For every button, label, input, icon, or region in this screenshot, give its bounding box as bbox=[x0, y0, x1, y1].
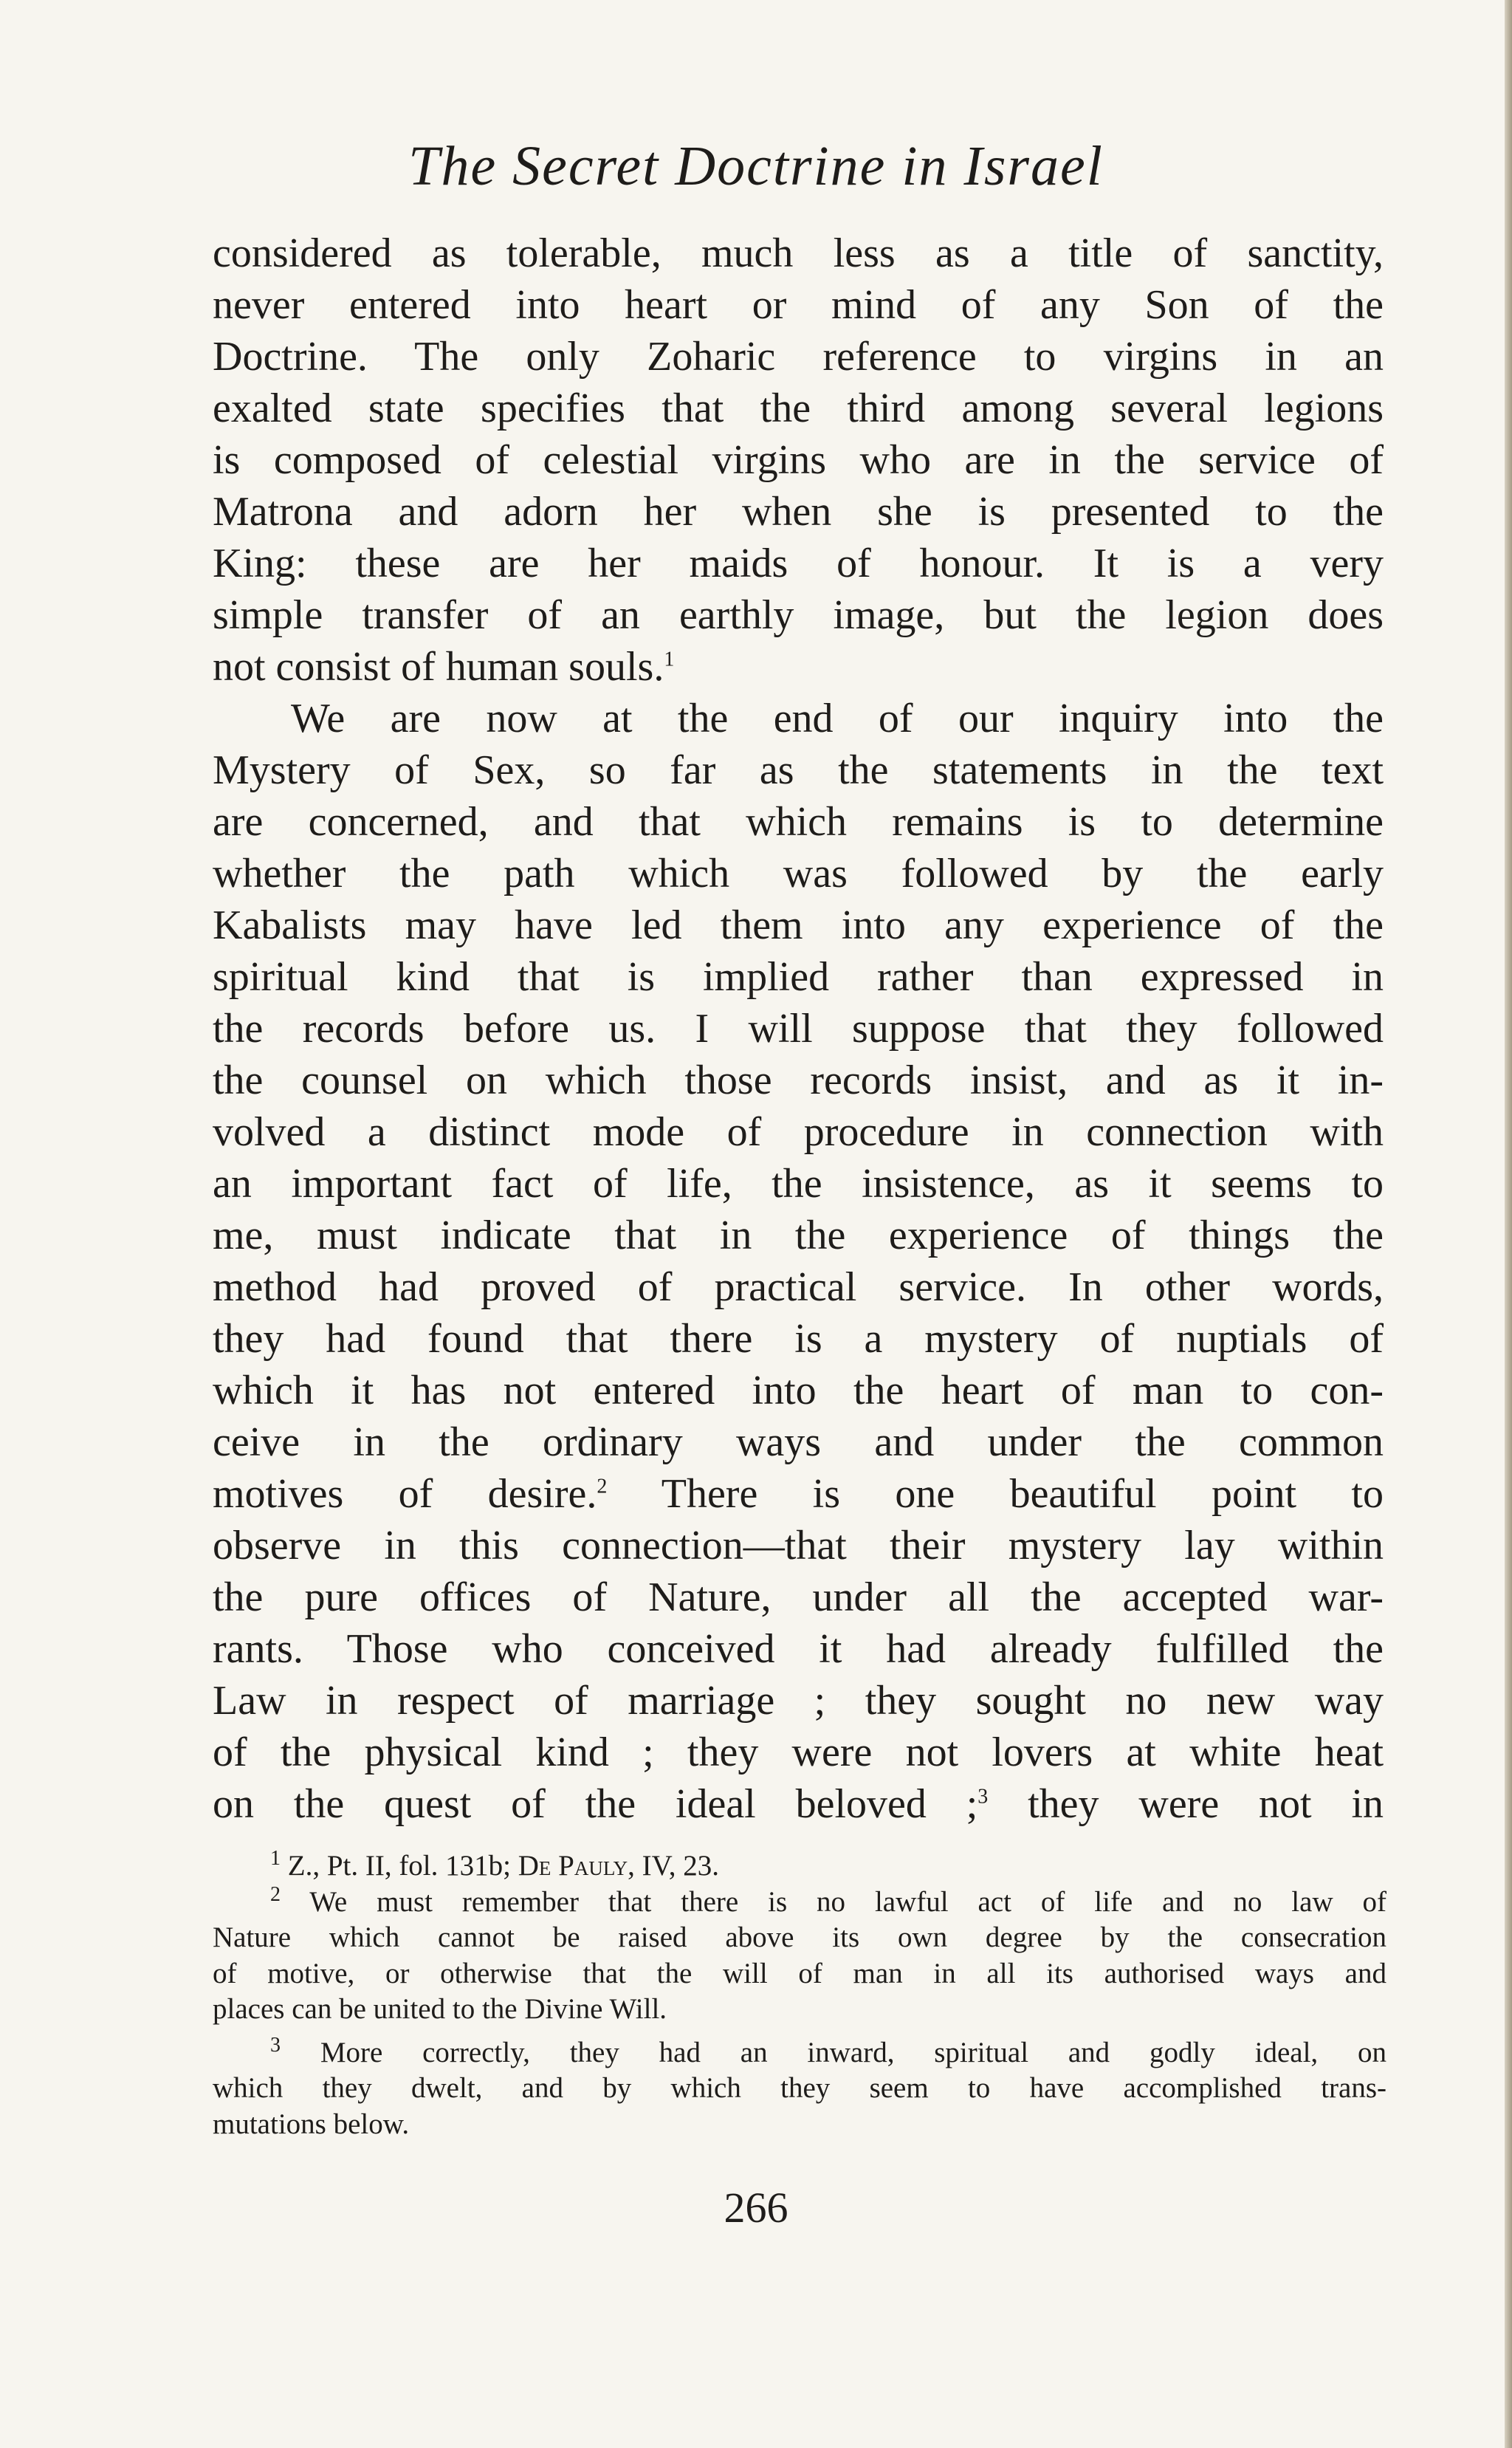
text-line: of the physical kind ; they were not lovers at white heat bbox=[213, 1729, 1384, 1775]
footnote-ref: 2 bbox=[597, 1475, 608, 1498]
footnotes bbox=[213, 1848, 1386, 2142]
text-line: ceive in the ordinary ways and under the common bbox=[213, 1419, 1384, 1465]
text-line bbox=[213, 1778, 1384, 1830]
text-line: method had proved of practical service. In other words, bbox=[213, 1264, 1384, 1310]
text-line: me, must indicate that in the experience of things the bbox=[213, 1213, 1384, 1258]
text-line-content: on the quest of the ideal beloved ; bbox=[213, 1781, 978, 1827]
text-line-content: they were not in bbox=[988, 1781, 1384, 1827]
text-line: exalted state specifies that the third among several legions bbox=[213, 385, 1384, 431]
text-line-content: There is one beautiful point to bbox=[607, 1471, 1384, 1517]
footnote-author: De Pauly bbox=[518, 1850, 628, 1882]
text-line-content: motives of desire. bbox=[213, 1471, 597, 1517]
footnote-2-line: of motive, or otherwise that the will of man in all its authorised ways and bbox=[213, 1957, 1386, 1989]
text-line: Kabalists may have led them into any experience of the bbox=[213, 902, 1384, 948]
text-line: the counsel on which those records insist, and as it in- bbox=[213, 1057, 1384, 1103]
footnote-marker: 3 bbox=[270, 2033, 281, 2057]
footnote-text: , IV, 23. bbox=[628, 1850, 719, 1882]
text-line: an important fact of life, the insistence, as it seems to bbox=[213, 1161, 1384, 1207]
text-line: the records before us. I will suppose that they followed bbox=[213, 1006, 1384, 1052]
footnote-ref: 1 bbox=[664, 648, 675, 671]
text-line: considered as tolerable, much less as a title of sanctity, bbox=[213, 230, 1384, 276]
footnote-2-line: places can be united to the Divine Will. bbox=[213, 1993, 667, 2025]
text-line: never entered into heart or mind of any Son of the bbox=[213, 282, 1384, 328]
text-line: King: these are her maids of honour. It is a very bbox=[213, 541, 1384, 586]
footnote-marker: 2 bbox=[270, 1882, 281, 1906]
text-line: observe in this connection—that their mystery lay within bbox=[213, 1523, 1384, 1568]
text-line-content: not consist of human souls. bbox=[213, 644, 664, 690]
running-header: The Secret Doctrine in Israel bbox=[408, 135, 1104, 197]
footnote-marker: 1 bbox=[270, 1847, 281, 1870]
page-number: 266 bbox=[724, 2184, 788, 2232]
text-line: they had found that there is a mystery of nuptials of bbox=[213, 1316, 1384, 1362]
text-line: whether the path which was followed by the early bbox=[213, 851, 1384, 896]
text-line: simple transfer of an earthly image, but the legion does bbox=[213, 592, 1384, 638]
footnote-text: More correctly, they had an inward, spiritual and godly ideal, on bbox=[320, 2036, 1386, 2068]
text-line: which it has not entered into the heart of man to con- bbox=[213, 1368, 1384, 1413]
text-line bbox=[213, 641, 1384, 693]
text-line: Matrona and adorn her when she is presented to the bbox=[213, 489, 1384, 535]
footnote-1 bbox=[213, 1848, 1386, 1885]
footnote-2-line bbox=[213, 1882, 1387, 1921]
text-line: the pure offices of Nature, under all the accepted war- bbox=[213, 1574, 1384, 1620]
text-line: Law in respect of marriage ; they sought no new way bbox=[213, 1678, 1384, 1724]
text-line: volved a distinct mode of procedure in connection with bbox=[213, 1109, 1384, 1155]
text-line: Mystery of Sex, so far as the statements in the text bbox=[213, 747, 1384, 793]
footnote-3-line bbox=[213, 2035, 1386, 2071]
text-line: is composed of celestial virgins who are in the service of bbox=[213, 437, 1384, 483]
text-line: spiritual kind that is implied rather than expressed in bbox=[213, 954, 1384, 1000]
text-line: rants. Those who conceived it had already fulfilled the bbox=[213, 1626, 1384, 1672]
footnote-ref: 3 bbox=[977, 1785, 989, 1808]
footnote-3-line: mutations below. bbox=[213, 2108, 410, 2140]
text-line: Doctrine. The only Zoharic reference to virgins in an bbox=[213, 334, 1384, 380]
footnote-text: Z., Pt. II, fol. 131b; bbox=[287, 1850, 518, 1882]
footnote-3-line: which they dwelt, and by which they seem to have accomplished trans- bbox=[213, 2072, 1386, 2104]
page-edge-shadow bbox=[1505, 0, 1512, 2448]
text-line bbox=[213, 1468, 1384, 1520]
text-line: are concerned, and that which remains is to determine bbox=[213, 799, 1384, 845]
footnote-2-line: Nature which cannot be raised above its own degree by the consecration bbox=[213, 1921, 1386, 1953]
body-text bbox=[213, 227, 1384, 1830]
paragraph-start-line: We are now at the end of our inquiry into the bbox=[291, 696, 1384, 741]
footnote-text: We must remember that there is no lawful act of life and no law of bbox=[309, 1885, 1387, 1918]
